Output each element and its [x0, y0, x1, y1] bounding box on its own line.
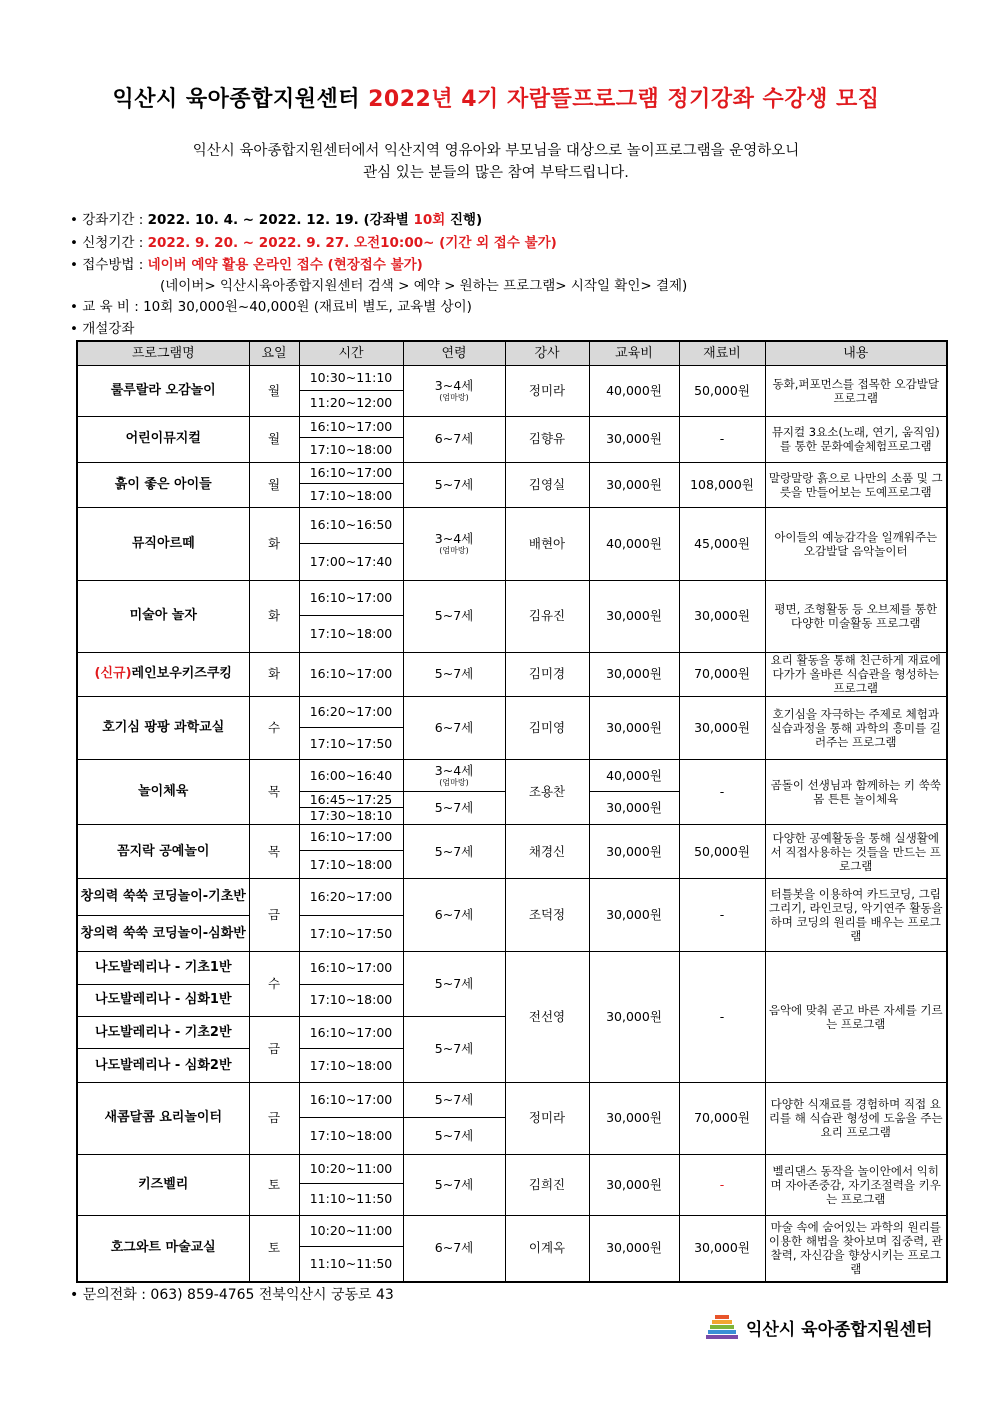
program-table	[76, 340, 948, 1283]
program-day: 금	[249, 879, 299, 952]
program-material: 30,000원	[679, 697, 765, 760]
program-age: 5~7세	[403, 952, 505, 1017]
program-time: 11:10~11:50	[299, 1184, 403, 1215]
program-age: 3~4세 (엄마랑)	[403, 759, 505, 791]
program-teacher: 김미경	[505, 652, 589, 697]
col-header-desc: 내용	[765, 341, 947, 366]
col-header-day: 요일	[249, 341, 299, 366]
program-day: 금	[249, 1017, 299, 1083]
program-time: 16:10~17:00	[299, 416, 403, 437]
program-time: 16:10~17:00	[299, 952, 403, 984]
program-fee: 30,000원	[589, 792, 679, 824]
table-row	[77, 463, 947, 484]
program-desc: 요리 활동을 통해 친근하게 재료에 다가가 올바른 식습관을 형성하는 프로그램	[765, 652, 947, 697]
program-day: 목	[249, 759, 299, 824]
program-desc: 호기심을 자극하는 주제로 체험과 실습과정을 통해 과학의 흥미를 길러주는 프로그램	[765, 697, 947, 760]
program-name: 창의력 쑥쑥 코딩놀이-심화반	[77, 915, 249, 951]
program-teacher: 김희진	[505, 1154, 589, 1215]
table-row	[77, 507, 947, 543]
program-age: 5~7세	[403, 1118, 505, 1154]
program-time: 17:10~18:00	[299, 1049, 403, 1082]
program-day: 수	[249, 697, 299, 760]
program-day: 화	[249, 652, 299, 697]
intro-line-1: 익산시 육아종합지원센터에서 익산지역 영유아와 부모님을 대상으로 놀이프로그램을 운영하오니	[192, 143, 800, 159]
program-teacher: 김미영	[505, 697, 589, 760]
program-day: 화	[249, 507, 299, 580]
program-teacher: 조덕정	[505, 879, 589, 952]
program-time: 17:00~17:40	[299, 544, 403, 580]
table-row	[77, 879, 947, 915]
program-day: 수	[249, 952, 299, 1017]
program-time: 10:30~11:10	[299, 366, 403, 391]
program-age: 5~7세	[403, 1082, 505, 1117]
program-time: 17:10~18:00	[299, 437, 403, 462]
contact-info: • 문의전화 : 063) 859-4765 전북익산시 궁동로 43	[70, 1287, 394, 1303]
program-time: 16:20~17:00	[299, 879, 403, 915]
program-material: -	[679, 952, 765, 1083]
program-age: 5~7세	[403, 1017, 505, 1083]
info-method: • 접수방법 : 네이버 예약 활용 온라인 접수 (현장접수 불가)	[70, 257, 423, 273]
program-material: 70,000원	[679, 652, 765, 697]
info-fee: • 교 육 비 : 10회 30,000원~40,000원 (재료비 별도, 교육별 상이)	[70, 299, 472, 315]
program-time: 17:10~17:50	[299, 915, 403, 951]
program-teacher: 정미라	[505, 1082, 589, 1154]
program-material: 30,000원	[679, 1215, 765, 1282]
program-time: 11:20~12:00	[299, 391, 403, 416]
program-time: 16:10~17:00	[299, 1017, 403, 1049]
table-row	[77, 697, 947, 728]
program-fee: 40,000원	[589, 759, 679, 791]
program-material: 45,000원	[679, 507, 765, 580]
program-desc: 마술 속에 숨어있는 과학의 원리를 이용한 해법을 찾아보며 집중력, 관찰력, 자신감을 향상시키는 프로그램	[765, 1215, 947, 1282]
program-material: 30,000원	[679, 580, 765, 652]
program-fee: 30,000원	[589, 1215, 679, 1282]
program-time: 16:00~16:40	[299, 759, 403, 791]
program-time: 16:10~17:00	[299, 1082, 403, 1117]
program-name: 어린이뮤지컬	[77, 416, 249, 463]
program-name: 뮤직아르떼	[77, 507, 249, 580]
program-day: 월	[249, 366, 299, 417]
table-row	[77, 1215, 947, 1246]
program-time: 16:10~17:00	[299, 652, 403, 697]
program-age: 5~7세	[403, 824, 505, 879]
program-name: 나도발레리나 - 심화2반	[77, 1049, 249, 1082]
table-row	[77, 1154, 947, 1183]
program-age: 5~7세	[403, 1154, 505, 1215]
info-period: • 강좌기간 : 2022. 10. 4. ~ 2022. 12. 19. (강좌별 10회 진행)	[70, 212, 483, 228]
program-name: 미술아 놀자	[77, 580, 249, 652]
program-time: 16:10~17:00	[299, 463, 403, 484]
col-header-teacher: 강사	[505, 341, 589, 366]
program-fee: 30,000원	[589, 416, 679, 463]
program-desc: 말랑말랑 흙으로 나만의 소품 및 그릇을 만들어보는 도예프로그램	[765, 463, 947, 508]
program-desc: 아이들의 예능감각을 일깨워주는 오감발달 음악놀이터	[765, 507, 947, 580]
program-teacher: 정미라	[505, 366, 589, 417]
program-name: 룰루랄라 오감놀이	[77, 366, 249, 417]
program-desc: 평면, 조형활동 등 오브제를 통한 다양한 미술활동 프로그램	[765, 580, 947, 652]
program-name: 놀이체육	[77, 759, 249, 824]
program-name: 꼼지락 공예놀이	[77, 824, 249, 879]
program-desc: 음악에 맞춰 곧고 바른 자세를 기르는 프로그램	[765, 952, 947, 1083]
program-age: 5~7세	[403, 792, 505, 824]
program-fee: 30,000원	[589, 580, 679, 652]
table-row	[77, 824, 947, 850]
program-fee: 30,000원	[589, 1082, 679, 1154]
program-time: 10:20~11:00	[299, 1154, 403, 1183]
table-row	[77, 652, 947, 697]
table-row	[77, 580, 947, 615]
program-age: 5~7세	[403, 580, 505, 652]
program-fee: 30,000원	[589, 952, 679, 1083]
program-fee: 40,000원	[589, 366, 679, 417]
program-name: (신규)레인보우키즈쿠킹	[77, 652, 249, 697]
program-desc: 곰돌이 선생님과 함께하는 키 쑥쑥 몸 튼튼 놀이체육	[765, 759, 947, 824]
program-time: 17:10~18:00	[299, 616, 403, 652]
program-name: 호그와트 마술교실	[77, 1215, 249, 1282]
program-material: -	[679, 1154, 765, 1215]
col-header-time: 시간	[299, 341, 403, 366]
program-fee: 30,000원	[589, 652, 679, 697]
logo-icon	[706, 1313, 740, 1341]
program-age: 6~7세	[403, 416, 505, 463]
col-header-material: 재료비	[679, 341, 765, 366]
program-desc: 다양한 식재료를 경험하며 직접 요리를 해 식습관 형성에 도움을 주는 요리 프로그램	[765, 1082, 947, 1154]
program-fee: 30,000원	[589, 824, 679, 879]
program-fee: 30,000원	[589, 463, 679, 508]
title-program-name: 2022년 4기 자람뜰프로그램 정기강좌 수강생 모집	[368, 87, 880, 112]
program-time: 11:10~11:50	[299, 1246, 403, 1282]
table-row	[77, 1082, 947, 1117]
program-desc: 동화,퍼포먼스를 접목한 오감발달 프로그램	[765, 366, 947, 417]
program-desc: 뮤지컬 3요소(노래, 연기, 움직임)를 통한 문화예술체험프로그램	[765, 416, 947, 463]
program-time: 16:20~17:00	[299, 697, 403, 728]
program-name: 나도발레리나 - 기초2반	[77, 1017, 249, 1049]
table-header-row	[77, 341, 947, 366]
col-header-fee: 교육비	[589, 341, 679, 366]
table-row	[77, 366, 947, 391]
program-time: 17:10~18:00	[299, 1118, 403, 1154]
program-time: 16:45~17:25	[299, 792, 403, 808]
program-day: 토	[249, 1215, 299, 1282]
program-day: 토	[249, 1154, 299, 1215]
program-teacher: 김유진	[505, 580, 589, 652]
info-method-detail: (네이버> 익산시육아종합지원센터 검색 > 예약 > 원하는 프로그램> 시작일 확인> 결제)	[160, 278, 688, 294]
program-name: 흙이 좋은 아이들	[77, 463, 249, 508]
program-material: 50,000원	[679, 824, 765, 879]
program-age: 6~7세	[403, 697, 505, 760]
program-time: 16:10~16:50	[299, 507, 403, 543]
program-material: -	[679, 879, 765, 952]
program-name: 창의력 쑥쑥 코딩놀이-기초반	[77, 879, 249, 915]
program-day: 월	[249, 416, 299, 463]
program-age: 3~4세 (엄마랑)	[403, 366, 505, 417]
program-time: 10:20~11:00	[299, 1215, 403, 1246]
program-desc: 다양한 공예활동을 통해 실생활에서 직접사용하는 것들을 만드는 프로그램	[765, 824, 947, 879]
program-age: 5~7세	[403, 463, 505, 508]
intro-line-2: 관심 있는 분들의 많은 참여 부탁드립니다.	[363, 165, 629, 181]
logo-text: 익산시 육아종합지원센터	[746, 1319, 933, 1340]
program-fee: 40,000원	[589, 507, 679, 580]
program-day: 금	[249, 1082, 299, 1154]
program-name: 나도발레리나 - 기초1반	[77, 952, 249, 984]
program-desc: 터틀봇을 이용하여 카드코딩, 그림그리기, 라인코딩, 악기연주 활동을 하며 코딩의 원리를 배우는 프로그램	[765, 879, 947, 952]
program-time: 17:10~18:00	[299, 484, 403, 507]
program-fee: 30,000원	[589, 879, 679, 952]
page-title	[0, 82, 992, 113]
program-teacher: 배현아	[505, 507, 589, 580]
program-material: -	[679, 759, 765, 824]
intro-text	[0, 140, 992, 184]
program-material: 50,000원	[679, 366, 765, 417]
program-material: 108,000원	[679, 463, 765, 508]
program-teacher: 이계옥	[505, 1215, 589, 1282]
col-header-program: 프로그램명	[77, 341, 249, 366]
center-logo	[706, 1313, 933, 1341]
program-name: 새콤달콤 요리놀이터	[77, 1082, 249, 1154]
program-teacher: 조용찬	[505, 759, 589, 824]
table-row	[77, 952, 947, 984]
program-teacher: 김향유	[505, 416, 589, 463]
title-center-name: 익산시 육아종합지원센터	[112, 87, 369, 112]
program-age: 6~7세	[403, 879, 505, 952]
program-day: 화	[249, 580, 299, 652]
program-desc: 벨리댄스 동작을 놀이안에서 익히며 자아존중감, 자기조절력을 키우는 프로그램	[765, 1154, 947, 1215]
program-age: 5~7세	[403, 652, 505, 697]
program-fee: 30,000원	[589, 697, 679, 760]
program-material: 70,000원	[679, 1082, 765, 1154]
program-time: 17:10~17:50	[299, 728, 403, 759]
program-fee: 30,000원	[589, 1154, 679, 1215]
program-time: 17:10~18:00	[299, 851, 403, 879]
program-material: -	[679, 416, 765, 463]
program-teacher: 김영실	[505, 463, 589, 508]
info-courses-label: • 개설강좌	[70, 321, 135, 337]
program-time: 17:10~18:00	[299, 984, 403, 1016]
program-age: 6~7세	[403, 1215, 505, 1282]
program-day: 월	[249, 463, 299, 508]
table-row	[77, 416, 947, 437]
info-apply: • 신청기간 : 2022. 9. 20. ~ 2022. 9. 27. 오전10:00~ (기간 외 접수 불가)	[70, 235, 557, 251]
program-age: 3~4세 (엄마랑)	[403, 507, 505, 580]
program-name: 호기심 팡팡 과학교실	[77, 697, 249, 760]
program-name: 나도발레리나 - 심화1반	[77, 984, 249, 1016]
table-row	[77, 759, 947, 791]
program-time: 16:10~17:00	[299, 824, 403, 850]
program-name: 키즈벨리	[77, 1154, 249, 1215]
program-day: 목	[249, 824, 299, 879]
program-teacher: 채경신	[505, 824, 589, 879]
program-time: 17:30~18:10	[299, 808, 403, 824]
col-header-age: 연령	[403, 341, 505, 366]
program-teacher: 전선영	[505, 952, 589, 1083]
program-time: 16:10~17:00	[299, 580, 403, 615]
